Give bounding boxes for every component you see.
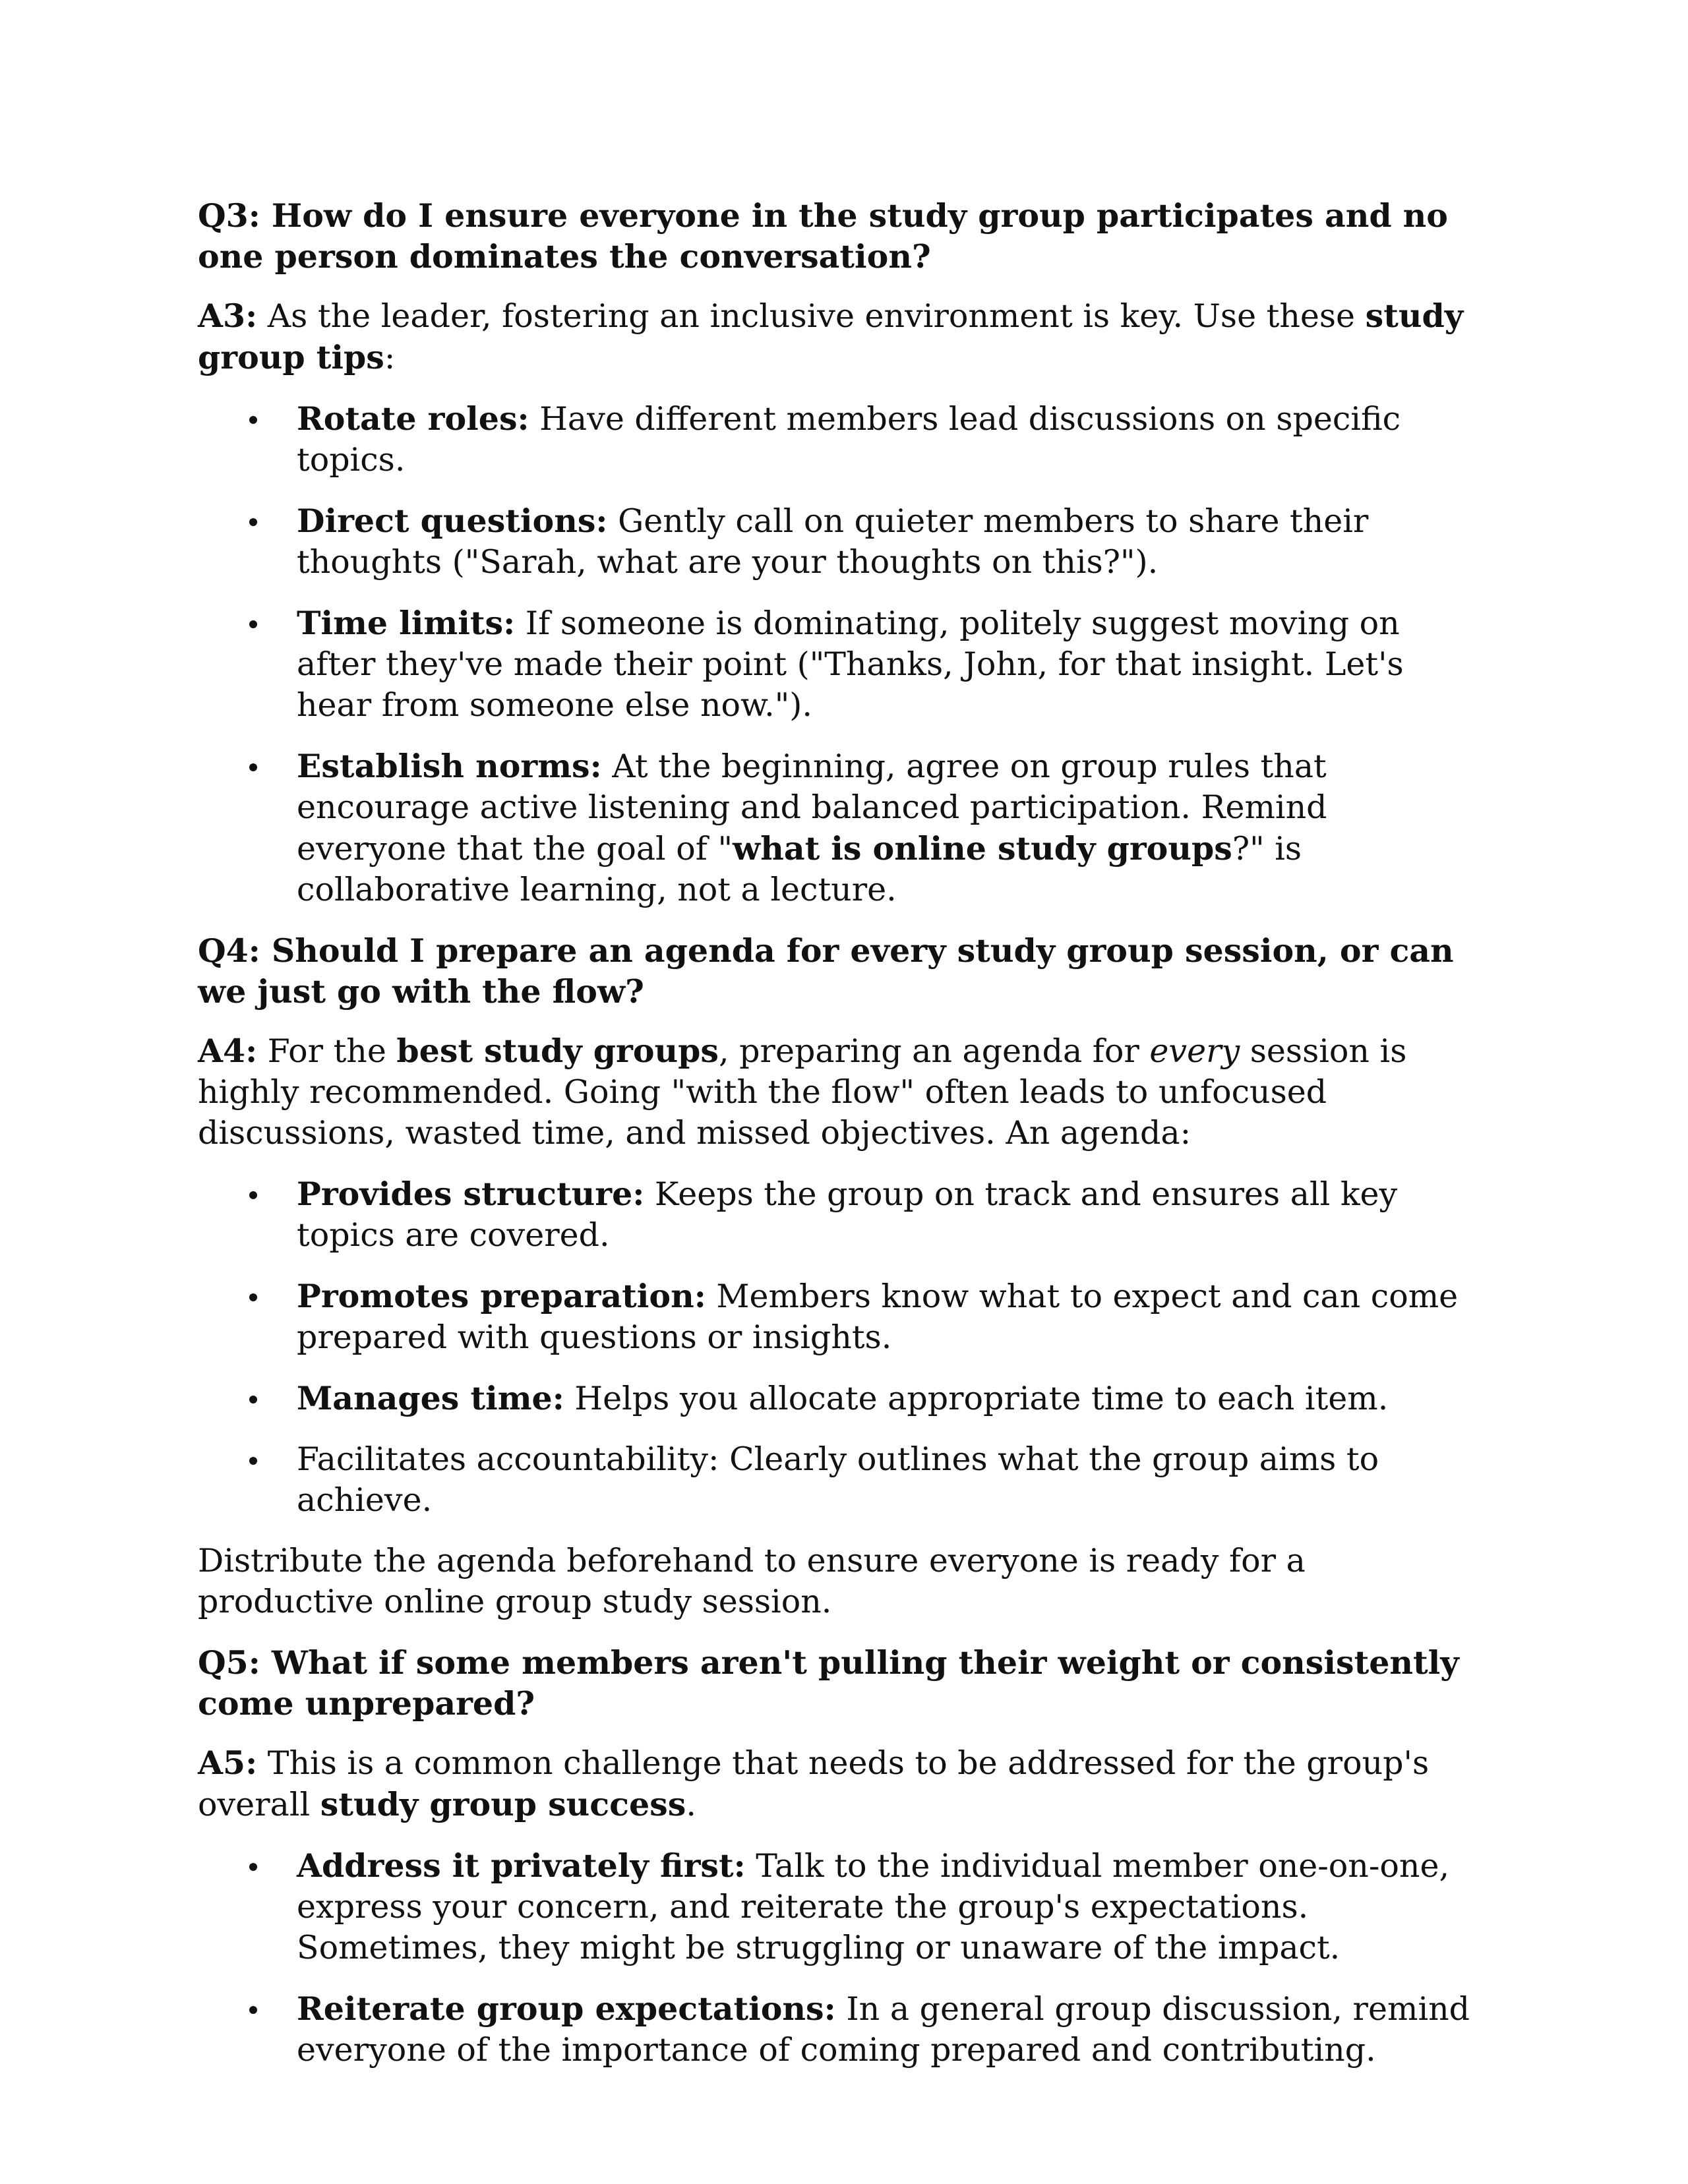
answer-a3 (198, 295, 1477, 378)
bullet-icon (249, 1293, 257, 1301)
bullet-icon (249, 1457, 257, 1465)
answer-text-end: session is highly recommended. Going "with the flow" often leads to unfocused discussions, wasted time, and missed objectives. An agenda: (198, 1032, 1407, 1152)
answer-label: A4: (198, 1032, 258, 1070)
question-q4: Q4: Should I prepare an agenda for every study group session, or can we just go with the flow? (198, 931, 1454, 1011)
answer-keyword: study group success (320, 1785, 686, 1823)
list-item-title: Address it privately first: (297, 1846, 746, 1885)
list-item-text: Keeps the group on track and ensures all key topics are covered. (297, 1175, 1398, 1254)
list-item-title: Promotes preparation: (297, 1277, 706, 1315)
answer-text: This is a common challenge that needs to be addressed for the group's overall (198, 1744, 1430, 1823)
answer-emphasis: every (1149, 1032, 1240, 1070)
answer-text-mid: , preparing an agenda for (719, 1032, 1150, 1070)
list-item (198, 1988, 1477, 2071)
list-item-text: Talk to the individual member one-on-one, express your concern, and reiterate the group's expectations. Sometimes, they might be struggling or unaware of the impact. (297, 1847, 1450, 1966)
list-item-text: If someone is dominating, politely suggest moving on after they've made their point ("Thanks, John, for that insight. Let's hear from someone else now."). (297, 605, 1404, 724)
list-item-text: In a general group discussion, remind everyone of the importance of coming prepared and contributing. (297, 1990, 1470, 2069)
answer-a5 (198, 1742, 1477, 1825)
list-item-title: Direct questions: (297, 502, 608, 540)
list-item-keyword: what is online study groups (733, 829, 1232, 868)
list-item (198, 603, 1477, 726)
bullet-icon (249, 518, 257, 526)
bullet-icon (249, 1863, 257, 1871)
bullet-icon (249, 416, 257, 424)
answer-keyword: study group tips (198, 297, 1464, 376)
list-item (198, 1845, 1477, 1968)
list-item (198, 746, 1477, 910)
list-item-title: Rotate roles: (297, 399, 529, 438)
answer-a4 (198, 1030, 1477, 1154)
list-item (198, 1276, 1477, 1358)
list-item-title: Manages time: (297, 1379, 564, 1417)
answer-text: For the (257, 1032, 397, 1070)
list-item (198, 500, 1477, 583)
list-item (198, 398, 1477, 481)
question-q3: Q3: How do I ensure everyone in the study group participates and no one person dominates the conversation? (198, 196, 1448, 276)
list-item (198, 1378, 1477, 1419)
answer-label: A3: (198, 297, 258, 335)
list-item-text: Gently call on quieter members to share their thoughts ("Sarah, what are your thoughts on this?"). (297, 502, 1369, 581)
answer-text: As the leader, fostering an inclusive environment is key. Use these (257, 297, 1366, 335)
list-item-title: Reiterate group expectations: (297, 1990, 836, 2028)
answer-text-end: . (686, 1786, 696, 1823)
list-item-text: Helps you allocate appropriate time to each item. (564, 1380, 1389, 1417)
bullet-icon (249, 763, 257, 771)
bullet-icon (249, 1396, 257, 1403)
bullet-icon (249, 1191, 257, 1199)
question-q5: Q5: What if some members aren't pulling their weight or consistently come unprepared? (198, 1643, 1459, 1723)
closing-paragraph: Distribute the agenda beforehand to ensure everyone is ready for a productive online group study session. (198, 1542, 1306, 1620)
bullet-icon (249, 2006, 257, 2014)
list-item (198, 1173, 1477, 1256)
list-item-text: At the beginning, agree on group rules that encourage active listening and balanced participation. Remind everyone that the goal of " (297, 748, 1327, 868)
bullet-list-q3 (198, 398, 1477, 910)
list-item-title: Time limits: (297, 604, 516, 642)
list-item-text: Facilitates accountability: Clearly outlines what the group aims to achieve. (297, 1440, 1379, 1519)
list-item (198, 1439, 1477, 1521)
list-item-text: Have different members lead discussions on specific topics. (297, 400, 1401, 479)
list-item-title: Provides structure: (297, 1175, 645, 1213)
bullet-icon (249, 620, 257, 628)
answer-keyword: best study groups (396, 1032, 719, 1070)
list-item-title: Establish norms: (297, 747, 602, 785)
bullet-list-q5 (198, 1845, 1477, 2071)
list-item-text: Members know what to expect and can come prepared with questions or insights. (297, 1278, 1459, 1356)
bullet-list-q4 (198, 1173, 1477, 1521)
document-page (198, 195, 1477, 2090)
list-item-text-end: ?" is collaborative learning, not a lecture. (297, 830, 1302, 908)
answer-label: A5: (198, 1744, 258, 1782)
answer-text-end: : (384, 339, 396, 376)
